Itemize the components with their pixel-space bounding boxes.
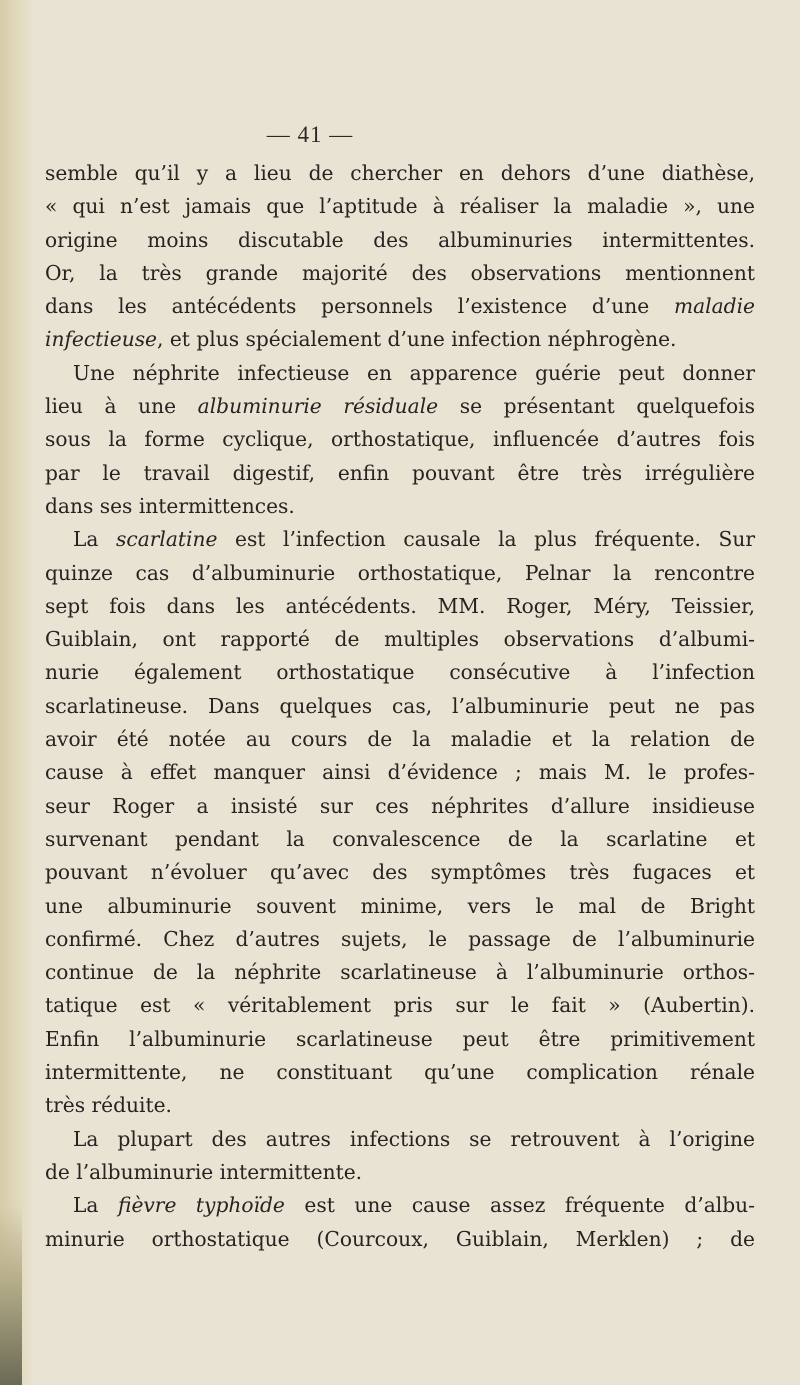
text-line: pouvant n’évoluer qu’avec des symptômes très fugaces et <box>45 860 755 885</box>
text-line: intermittente, ne constituant qu’une complication rénale <box>45 1060 755 1085</box>
text-line: confirmé. Chez d’autres sujets, le passage de l’albuminurie <box>45 926 755 951</box>
text-line: avoir été notée au cours de la maladie et la relation de <box>45 727 755 752</box>
text-line: Guiblain, ont rapporté de multiples observations d’albumi- <box>45 627 755 652</box>
text-line: une albuminurie souvent minime, vers le mal de Bright <box>45 893 755 918</box>
text-line: survenant pendant la convalescence de la scarlatine et <box>45 826 755 851</box>
text-line: minurie orthostatique (Courcoux, Guiblain, Merklen) ; de <box>45 1226 755 1251</box>
text-line: dans ses intermittences. <box>45 493 295 518</box>
paragraph-2 <box>45 357 755 523</box>
paragraph-4 <box>45 1123 755 1190</box>
text-line: La fièvre typhoïde est une cause assez fréquente d’albu- <box>73 1193 755 1218</box>
italic-term: albuminurie résiduale <box>197 394 439 419</box>
text-line: Or, la très grande majorité des observations mentionnent <box>45 260 755 285</box>
text-line: origine moins discutable des albuminuries intermittentes. <box>45 227 755 252</box>
text-line: seur Roger a insisté sur ces néphrites d’allure insidieuse <box>45 793 755 818</box>
text-line: cause à effet manquer ainsi d’évidence ; mais M. le profes- <box>45 760 755 785</box>
page-number: — 41 — <box>266 122 354 147</box>
text-line: nurie également orthostatique consécutive à l’infection <box>45 660 755 685</box>
body-text <box>45 157 755 1256</box>
text-line: infectieuse, et plus spécialement d’une infection néphrogène. <box>45 327 677 352</box>
page-binding-shadow <box>0 1205 22 1385</box>
text-line: dans les antécédents personnels l’existence d’une maladie <box>45 294 755 319</box>
text-line: Enfin l’albuminurie scarlatineuse peut être primitivement <box>45 1026 755 1051</box>
paragraph-5 <box>45 1189 755 1256</box>
italic-term: scarlatine <box>116 527 218 552</box>
text-line: très réduite. <box>45 1093 172 1118</box>
paragraph-3 <box>45 523 755 1122</box>
text-line: sept fois dans les antécédents. MM. Roger, Méry, Teissier, <box>45 593 755 618</box>
italic-term: fièvre typhoïde <box>117 1193 285 1218</box>
text-line: Une néphrite infectieuse en apparence guérie peut donner <box>73 360 755 385</box>
text-line: scarlatineuse. Dans quelques cas, l’albuminurie peut ne pas <box>45 693 755 718</box>
text-line: semble qu’il y a lieu de chercher en dehors d’une diathèse, <box>45 161 755 185</box>
text-line: La scarlatine est l’infection causale la plus fréquente. Sur <box>73 527 755 552</box>
text-line: par le travail digestif, enfin pouvant être très irrégulière <box>45 460 755 485</box>
italic-term: maladie <box>674 294 755 319</box>
text-line: tatique est « véritablement pris sur le fait » (Aubertin). <box>45 993 755 1018</box>
text-line: lieu à une albuminurie résiduale se présentant quelquefois <box>45 394 755 419</box>
text-line: continue de la néphrite scarlatineuse à l’albuminurie orthos- <box>45 960 755 985</box>
text-line: « qui n’est jamais que l’aptitude à réaliser la maladie », une <box>45 194 755 219</box>
text-line: de l’albuminurie intermittente. <box>45 1159 363 1184</box>
italic-term: infectieuse <box>45 327 158 352</box>
text-line: La plupart des autres infections se retrouvent à l’origine <box>73 1126 755 1151</box>
text-line: quinze cas d’albuminurie orthostatique, Pelnar la rencontre <box>45 560 755 585</box>
paragraph-1 <box>45 157 755 357</box>
page-left-edge <box>0 0 34 1385</box>
text-line: sous la forme cyclique, orthostatique, influencée d’autres fois <box>45 427 755 452</box>
